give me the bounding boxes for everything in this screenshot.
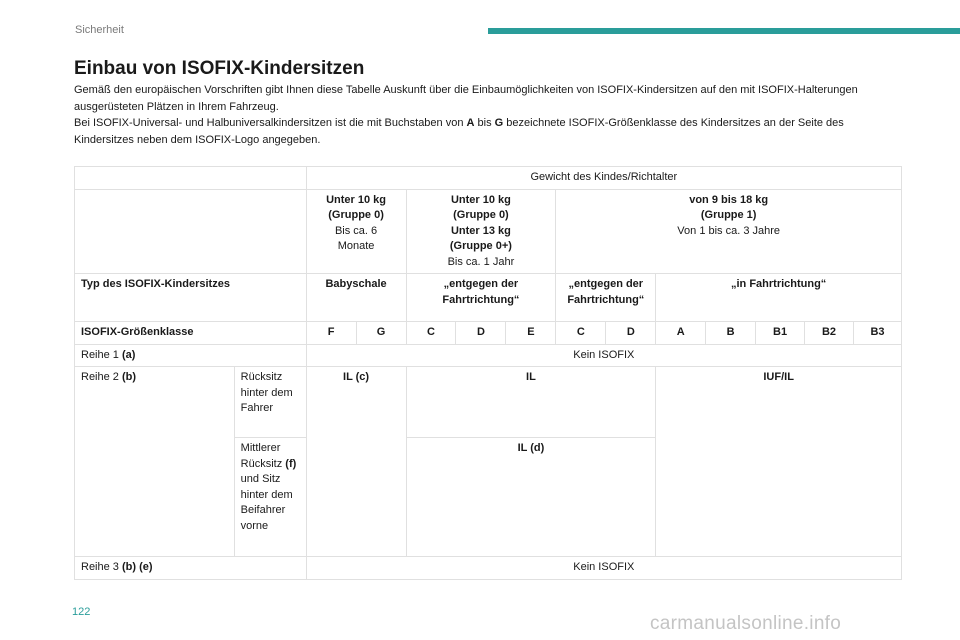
isofix-table	[74, 166, 902, 580]
row-3-label: Reihe 3 (b) (e)	[75, 557, 307, 580]
row-2-value-iuf: IUF/IL	[656, 367, 902, 557]
row-2-sub-middle: Mittlerer Rücksitz (f) und Sitz hinter dem Beifahrer vorne	[234, 438, 306, 557]
group-cell-0plus: Unter 10 kg (Gruppe 0) Unter 13 kg (Gruppe 0+) Bis ca. 1 Jahr	[406, 189, 556, 274]
group-cell-0: Unter 10 kg (Gruppe 0) Bis ca. 6 Monate	[306, 189, 406, 274]
size-class-cell: C	[406, 322, 456, 345]
size-class-cell: D	[456, 322, 506, 345]
row-2-value-ilc: IL (c)	[306, 367, 406, 557]
row-3-value: Kein ISOFIX	[306, 557, 901, 580]
size-class-cell: E	[506, 322, 556, 345]
size-class-cell: B2	[805, 322, 854, 345]
size-class-cell: B	[706, 322, 756, 345]
seat-type-2: „entgegen der Fahrtrichtung“	[556, 274, 656, 322]
page-number: 122	[72, 606, 91, 618]
size-class-cell: B1	[756, 322, 805, 345]
intro-paragraph-1: Gemäß den europäischen Vorschriften gibt Ihnen diese Tabelle Auskunft über die Einbaumöglichkeiten von ISOFIX-Kindersitzen auf den mit ISOFIX-Halterungen ausgerüsteten Plätzen in Ihrem Fahrzeug.	[74, 84, 858, 113]
row-2-value-ild: IL (d)	[406, 438, 656, 557]
weight-header: Gewicht des Kindes/Richtalter	[306, 167, 901, 190]
intro-text	[74, 82, 894, 148]
row-3	[75, 557, 902, 580]
page-title: Einbau von ISOFIX-Kindersitzen	[74, 58, 365, 79]
row-2-label: Reihe 2 (b)	[75, 367, 235, 557]
size-class-cell: D	[606, 322, 656, 345]
size-class-cell: C	[556, 322, 606, 345]
watermark: carmanualsonline.info	[650, 613, 842, 634]
size-class-cell: F	[306, 322, 356, 345]
intro-paragraph-2: Bei ISOFIX-Universal- und Halbuniversalkindersitzen ist die mit Buchstaben von A bis G bezeichnete ISOFIX-Größenklasse des Kindersitzes an der Seite des Kindersitzes neben dem ISOFIX-Logo angegeben.	[74, 117, 844, 146]
size-class-row	[75, 322, 902, 345]
empty-corner-cell	[75, 167, 307, 190]
size-class-label: ISOFIX-Größenklasse	[75, 322, 307, 345]
row-1	[75, 344, 902, 367]
seat-type-3: „in Fahrtrichtung“	[656, 274, 902, 322]
row-1-label: Reihe 1 (a)	[75, 344, 307, 367]
section-accent-bar	[488, 28, 960, 34]
seat-type-label: Typ des ISOFIX-Kindersitzes	[75, 274, 307, 322]
seat-type-1: „entgegen der Fahrtrichtung“	[406, 274, 556, 322]
empty-group-label-cell	[75, 189, 307, 274]
seat-type-row	[75, 274, 902, 322]
row-1-value: Kein ISOFIX	[306, 344, 901, 367]
size-class-cell: A	[656, 322, 706, 345]
size-class-cell: G	[356, 322, 406, 345]
group-cell-1: von 9 bis 18 kg (Gruppe 1) Von 1 bis ca. 3 Jahre	[556, 189, 902, 274]
row-2-sub-behind-driver: Rücksitz hinter dem Fahrer	[234, 367, 306, 438]
row-2	[75, 367, 902, 438]
section-label: Sicherheit	[75, 24, 124, 36]
row-2-value-il: IL	[406, 367, 656, 438]
seat-type-0: Babyschale	[306, 274, 406, 322]
weight-header-row	[75, 167, 902, 190]
group-row	[75, 189, 902, 274]
size-class-cell: B3	[853, 322, 901, 345]
